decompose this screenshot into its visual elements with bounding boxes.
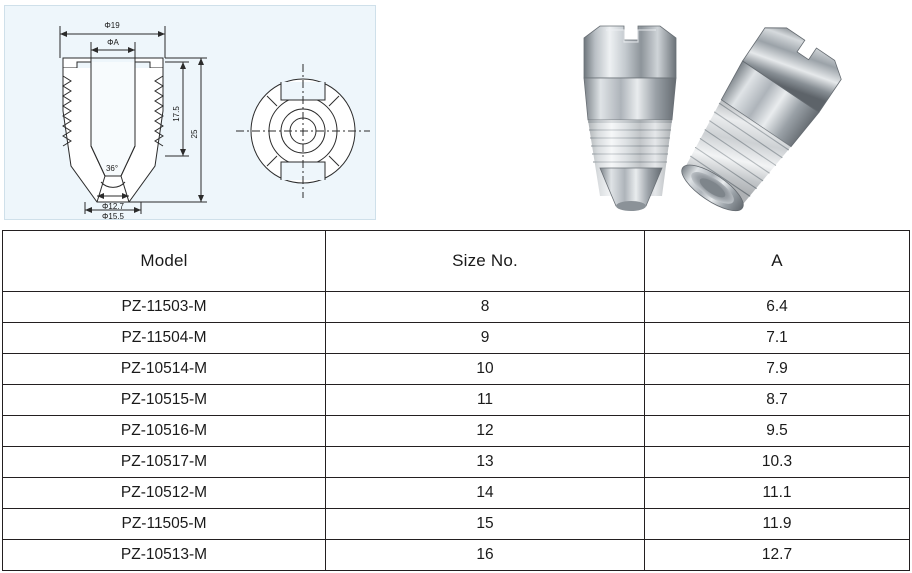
table-header-row [3, 231, 910, 292]
cell-model: PZ-11503-M [3, 292, 326, 323]
cell-size: 15 [326, 509, 645, 540]
table-body [3, 292, 910, 571]
cell-model: PZ-10517-M [3, 447, 326, 478]
cell-size: 14 [326, 478, 645, 509]
cell-model: PZ-10514-M [3, 354, 326, 385]
cell-size: 16 [326, 540, 645, 571]
table-header [3, 231, 910, 292]
cell-a: 6.4 [645, 292, 910, 323]
cell-a: 10.3 [645, 447, 910, 478]
table-row [3, 385, 910, 416]
cell-a: 11.9 [645, 509, 910, 540]
table-row [3, 478, 910, 509]
dimension-label-25: 25 [190, 129, 199, 139]
table-row [3, 540, 910, 571]
product-photo-svg [520, 0, 912, 228]
cell-a: 12.7 [645, 540, 910, 571]
table-row [3, 447, 910, 478]
specification-table [2, 230, 910, 571]
cell-size: 12 [326, 416, 645, 447]
cell-size: 10 [326, 354, 645, 385]
column-header-a: A [645, 231, 910, 292]
cell-a: 7.1 [645, 323, 910, 354]
table-row [3, 509, 910, 540]
media-row [0, 0, 912, 228]
table-row [3, 416, 910, 447]
column-header-size-no: Size No. [326, 231, 645, 292]
column-header-model: Model [3, 231, 326, 292]
nozzle-left [584, 26, 676, 211]
technical-drawing-svg [5, 6, 375, 219]
cell-model: PZ-10513-M [3, 540, 326, 571]
product-photo-panel [520, 0, 912, 228]
technical-drawing-panel [4, 5, 376, 220]
dimension-label-phi127: Φ12.7 [102, 202, 124, 211]
table-row [3, 292, 910, 323]
cell-a: 8.7 [645, 385, 910, 416]
table-row [3, 323, 910, 354]
cell-size: 13 [326, 447, 645, 478]
cell-model: PZ-11504-M [3, 323, 326, 354]
cell-size: 11 [326, 385, 645, 416]
table-row [3, 354, 910, 385]
cell-a: 9.5 [645, 416, 910, 447]
cell-a: 7.9 [645, 354, 910, 385]
dimension-label-175: 17.5 [172, 106, 181, 122]
dimension-label-phi19: Φ19 [104, 21, 120, 30]
cell-a: 11.1 [645, 478, 910, 509]
cell-model: PZ-10515-M [3, 385, 326, 416]
cell-model: PZ-10516-M [3, 416, 326, 447]
dimension-label-phiA: ΦA [107, 38, 119, 47]
dimension-label-angle: 36° [105, 164, 119, 173]
dimension-label-phi155: Φ15.5 [102, 212, 124, 219]
cell-model: PZ-10512-M [3, 478, 326, 509]
cell-size: 9 [326, 323, 645, 354]
nozzle-right [667, 18, 848, 224]
cell-model: PZ-11505-M [3, 509, 326, 540]
cell-size: 8 [326, 292, 645, 323]
